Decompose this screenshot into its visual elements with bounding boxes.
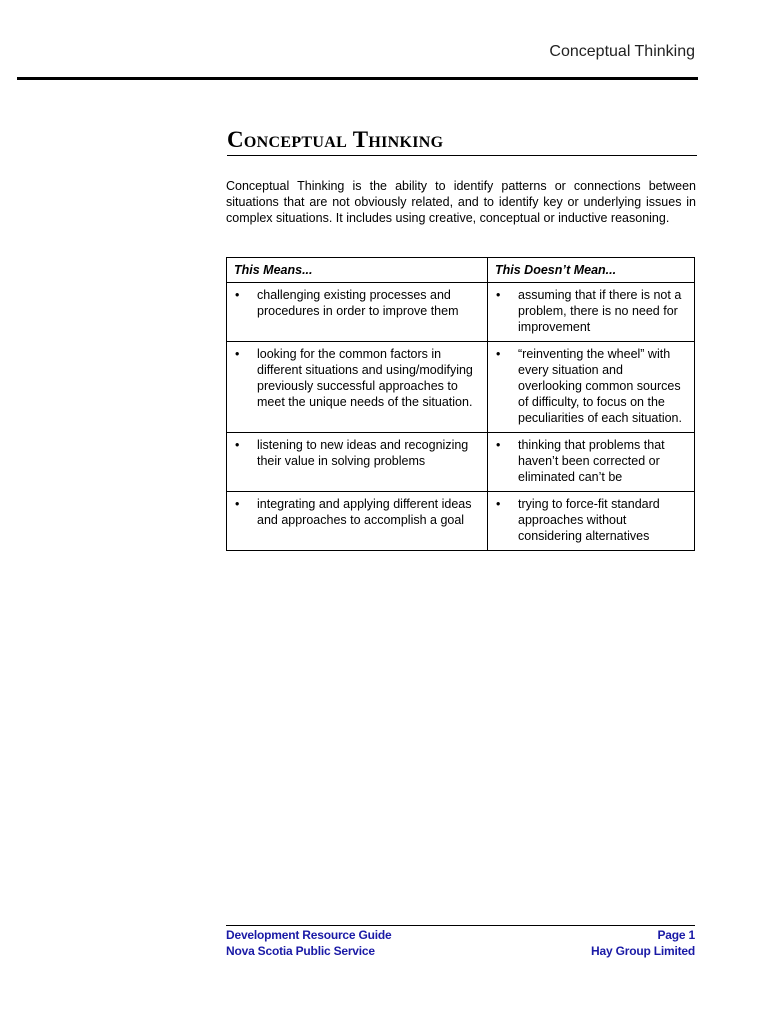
footer-guide-name: Development Resource Guide <box>226 928 392 942</box>
means-text: listening to new ideas and recognizing their value in solving problems <box>257 438 469 468</box>
table-row <box>227 492 695 551</box>
header-divider <box>17 77 698 80</box>
header-this-means: This Means... <box>227 258 488 283</box>
bullet-icon: • <box>496 347 501 361</box>
bullet-icon: • <box>496 497 501 511</box>
doesnt-mean-cell <box>488 492 695 551</box>
table-row <box>227 342 695 433</box>
bullet-icon: • <box>235 497 240 511</box>
means-text: integrating and applying different ideas and approaches to accomplish a goal <box>257 497 472 527</box>
table-row <box>227 283 695 342</box>
means-text: looking for the common factors in different situations and using/modifying previously successful approaches to meet the unique needs of the situation. <box>257 347 473 409</box>
doesnt-mean-text: “reinventing the wheel” with every situation and overlooking common sources of difficulty, to focus on the peculiarities of each situation. <box>518 347 682 425</box>
running-header-title: Conceptual Thinking <box>549 43 695 60</box>
table-header-row <box>227 258 695 283</box>
footer-divider <box>226 925 695 926</box>
means-table <box>226 257 695 551</box>
bullet-icon: • <box>235 438 240 452</box>
means-cell <box>227 342 488 433</box>
doesnt-mean-text: trying to force-fit standard approaches without considering alternatives <box>518 497 660 543</box>
page-title: Conceptual Thinking <box>227 127 697 156</box>
intro-paragraph: Conceptual Thinking is the ability to identify patterns or connections between situations that are not obviously related, and to identify key or underlying issues in complex situations. It includes using creative, conceptual or inductive reasoning. <box>226 179 696 225</box>
doesnt-mean-cell <box>488 433 695 492</box>
footer-right <box>591 927 695 959</box>
means-cell <box>227 283 488 342</box>
means-cell <box>227 433 488 492</box>
doesnt-mean-cell <box>488 342 695 433</box>
footer-left <box>226 927 392 959</box>
bullet-icon: • <box>235 288 240 302</box>
bullet-icon: • <box>235 347 240 361</box>
doesnt-mean-text: assuming that if there is not a problem, there is no need for improvement <box>518 288 682 334</box>
footer-organization: Nova Scotia Public Service <box>226 944 375 958</box>
doesnt-mean-text: thinking that problems that haven’t been corrected or eliminated can’t be <box>518 438 665 484</box>
bullet-icon: • <box>496 288 501 302</box>
table-row <box>227 433 695 492</box>
means-cell <box>227 492 488 551</box>
page-number: Page 1 <box>657 928 695 942</box>
doesnt-mean-cell <box>488 283 695 342</box>
footer-publisher: Hay Group Limited <box>591 944 695 958</box>
means-text: challenging existing processes and procedures in order to improve them <box>257 288 459 318</box>
header-this-doesnt-mean: This Doesn’t Mean... <box>488 258 695 283</box>
bullet-icon: • <box>496 438 501 452</box>
